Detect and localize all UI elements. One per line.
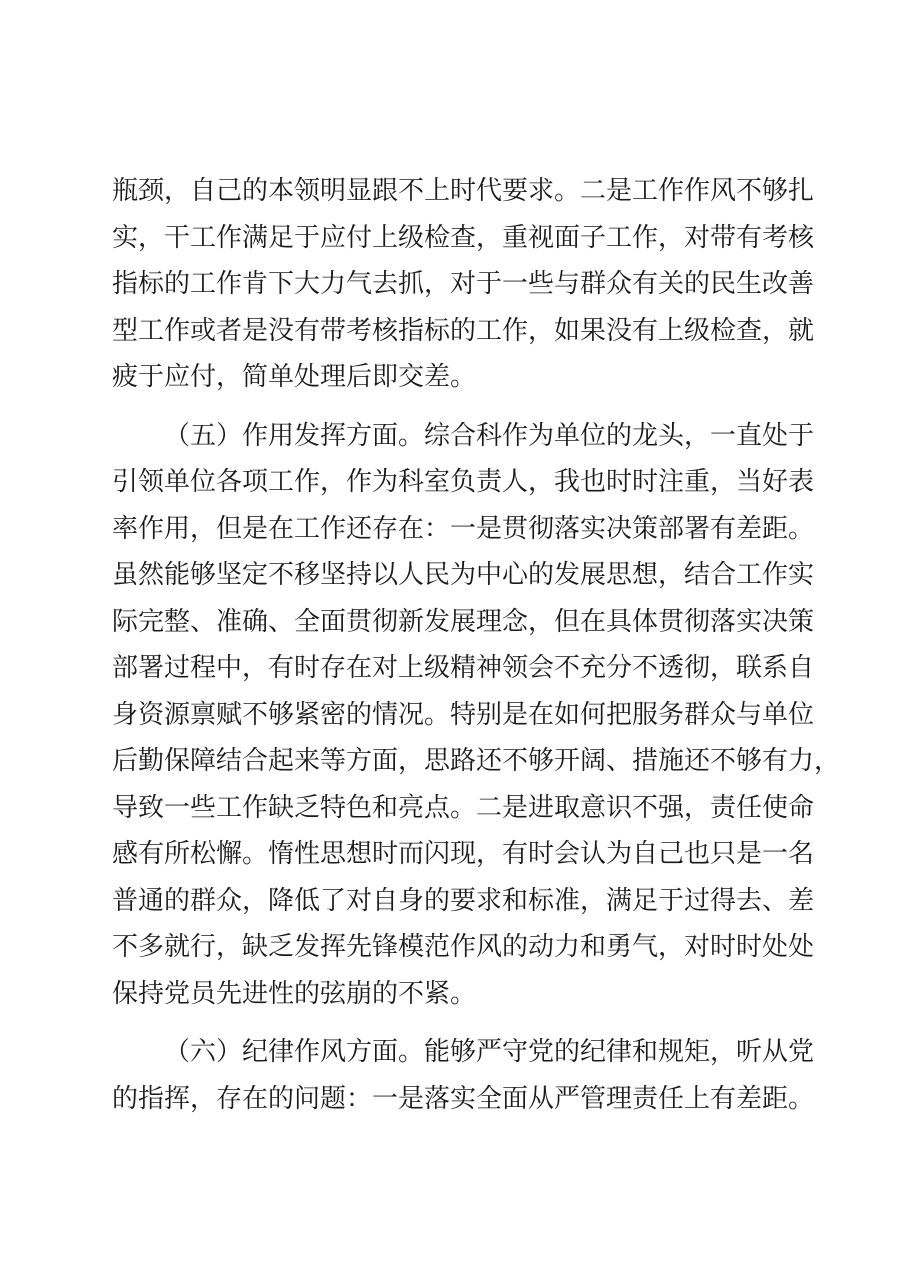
- text-line: 引领单位各项工作，作为科室负责人，我也时时注重，当好表: [112, 467, 815, 497]
- text-line: 率作用，但是在工作还存在：一是贯彻落实决策部署有差距。: [112, 513, 815, 544]
- text-line: 指标的工作肯下大力气去抓，对于一些与群众有关的民生改善: [112, 269, 815, 299]
- paragraph-gap: [112, 1017, 802, 1029]
- text-line: 不多就行，缺乏发挥先锋模范作风的动力和勇气，对时时处处: [112, 932, 815, 962]
- paragraph-3: [112, 1029, 815, 1122]
- text-line: 际完整、准确、全面贯彻新发展理念，但在具体贯彻落实决策: [112, 606, 815, 637]
- text-line: 瓶颈，自己的本领明显跟不上时代要求。二是工作作风不够扎: [112, 176, 815, 206]
- text-line: （六）纪律作风方面。能够严守党的纪律和规矩，听从党: [164, 1037, 815, 1067]
- text-line: 部署过程中，有时存在对上级精神领会不充分不透彻，联系自: [112, 653, 815, 683]
- paragraph-2: [112, 413, 841, 1018]
- text-line: 型工作或者是没有带考核指标的工作，如果没有上级检查，就: [112, 315, 815, 346]
- text-line: 感有所松懈。惰性思想时而闪现，有时会认为自己也只是一名: [112, 839, 815, 869]
- text-line: 身资源禀赋不够紧密的情况。特别是在如何把服务群众与单位: [112, 699, 815, 730]
- document-body: [112, 168, 841, 1122]
- text-line: 实，干工作满足于应付上级检查，重视面子工作，对带有考核: [112, 222, 815, 253]
- text-line: 后勤保障结合起来等方面，思路还不够开阔、措施还不够有力，: [112, 746, 841, 776]
- text-line: 虽然能够坚定不移坚持以人民为中心的发展思想，结合工作实: [112, 560, 815, 590]
- paragraph-gap: [112, 401, 802, 413]
- paragraph-1: [112, 168, 815, 401]
- text-line: 导致一些工作缺乏特色和亮点。二是进取意识不强，责任使命: [112, 792, 815, 823]
- text-line: 保持党员先进性的弦崩的不紧。: [112, 978, 477, 1009]
- text-line: 疲于应付，简单处理后即交差。: [112, 362, 477, 392]
- text-line: 的指挥，存在的问题：一是落实全面从严管理责任上有差距。: [112, 1083, 815, 1114]
- text-line: （五）作用发挥方面。综合科作为单位的龙头，一直处于: [164, 420, 815, 451]
- text-line: 普通的群众，降低了对自身的要求和标准，满足于过得去、差: [112, 885, 815, 916]
